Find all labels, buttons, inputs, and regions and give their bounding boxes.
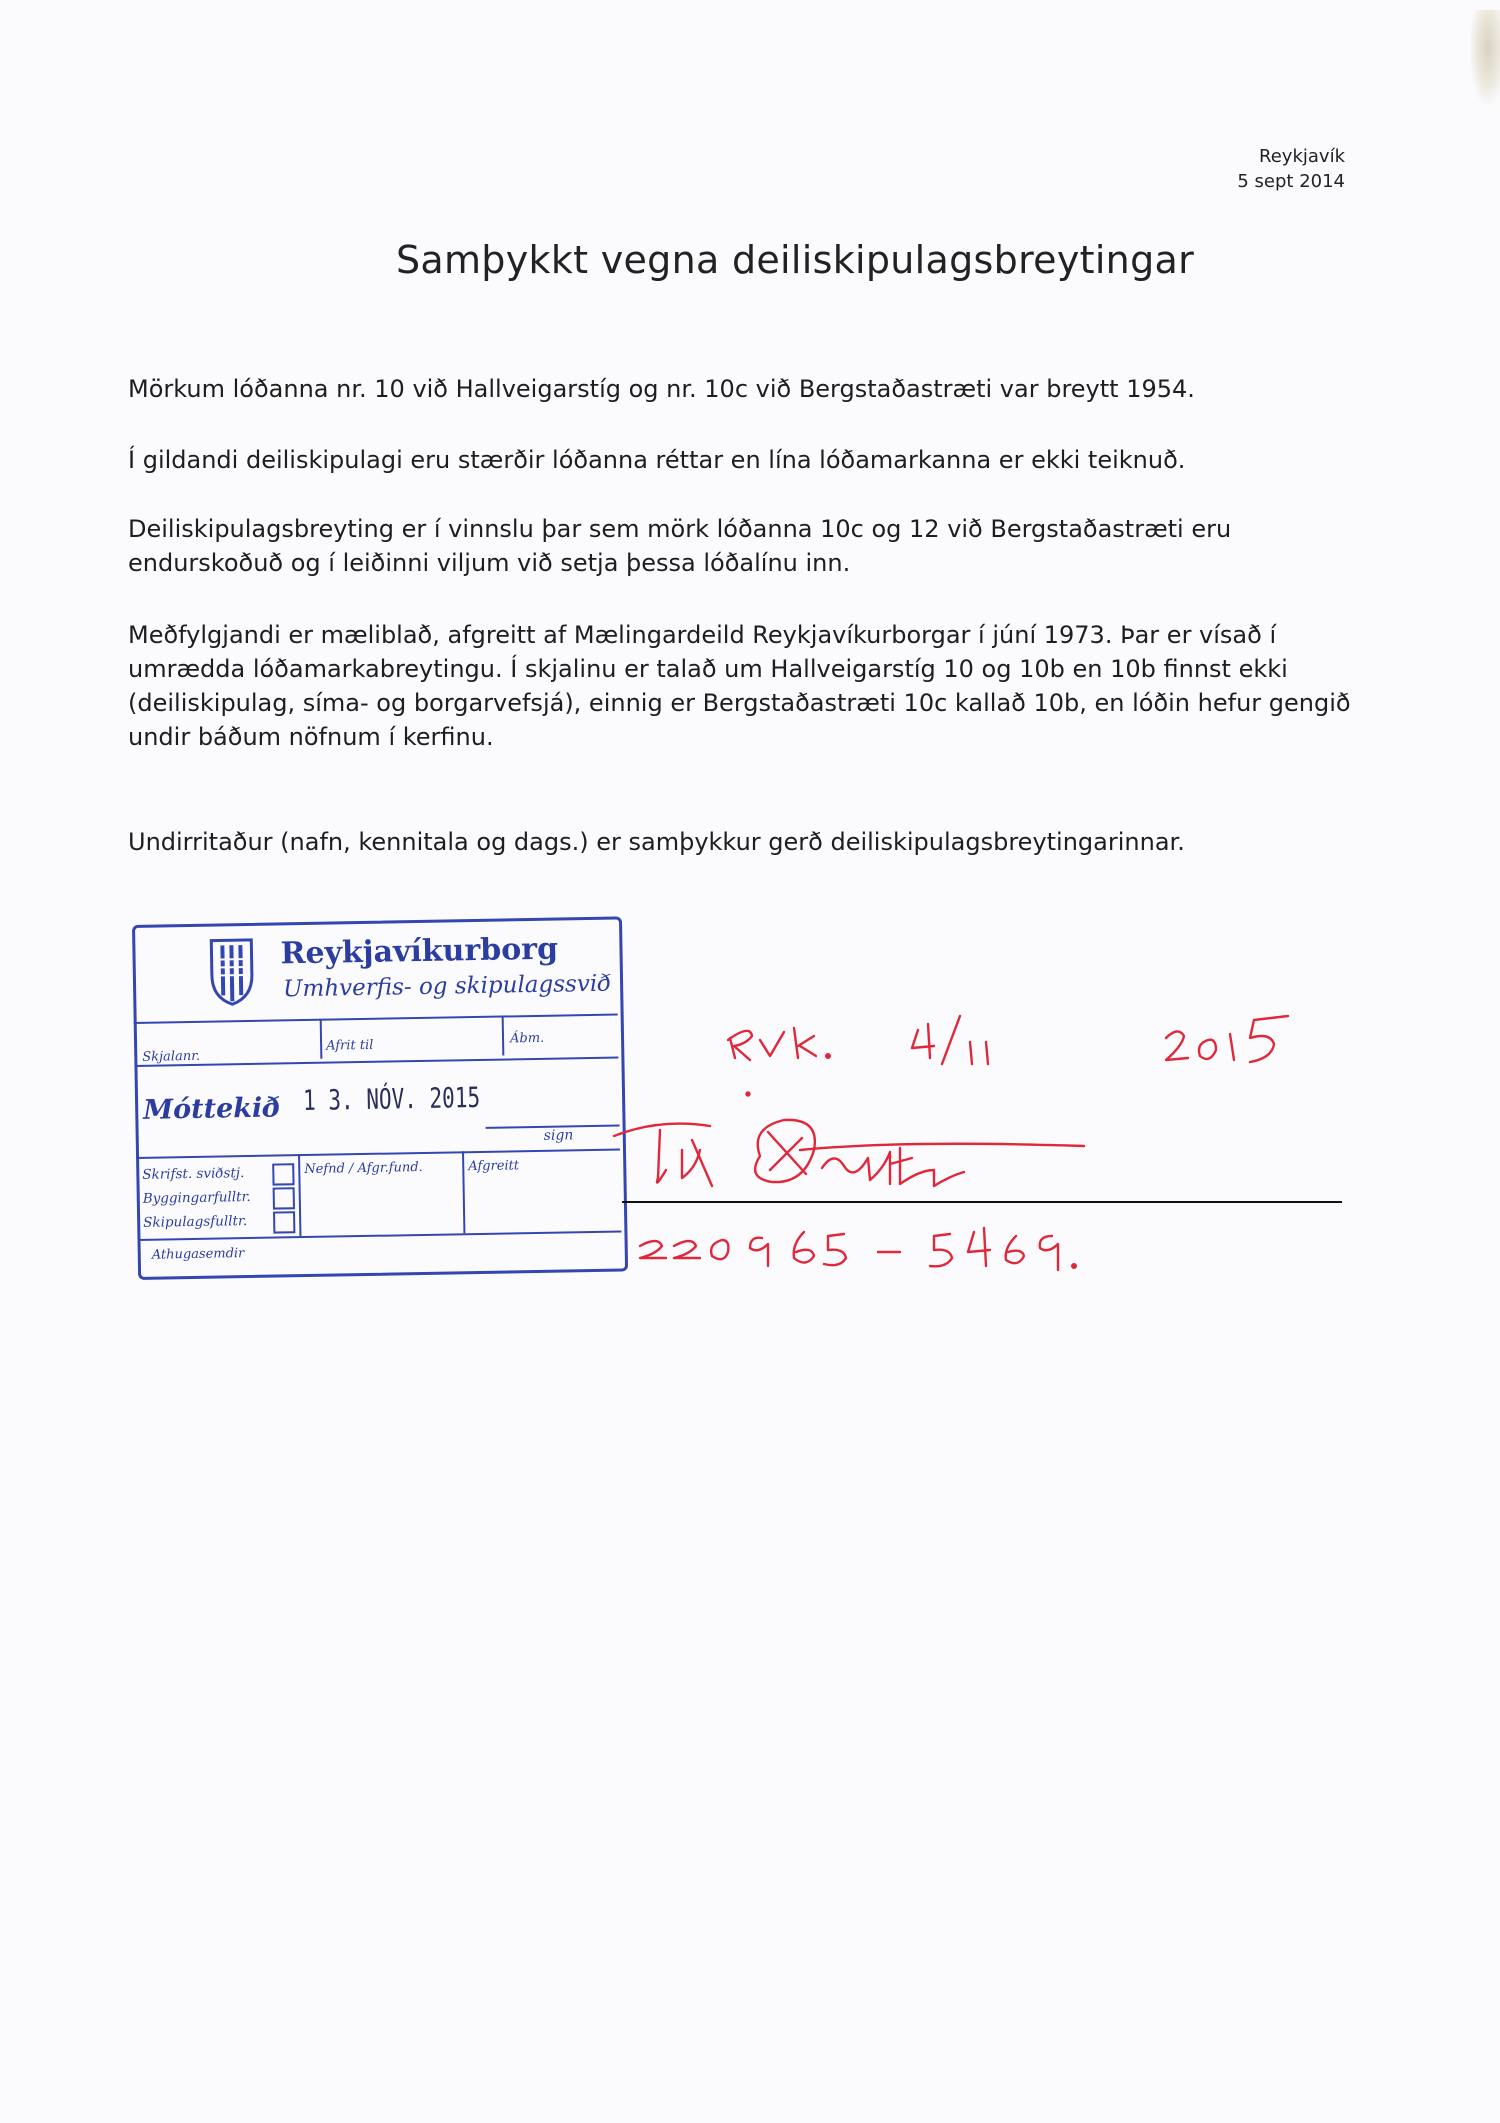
- paragraph-2: Í gildandi deiliskipulagi eru stærðir lóðanna réttar en lína lóðamarkanna er ekki teiknuð.: [128, 446, 1186, 474]
- stamp-checkbox-label: Byggingarfulltr.: [142, 1188, 251, 1207]
- paragraph-3: Deiliskipulagsbreyting er í vinnslu þar sem mörk lóðanna 10c og 12 við Bergstaðastræti eru endurskoðuð og í leiðinni viljum við setja þessa lóðalínu inn.: [128, 515, 1232, 577]
- handwritten-signature-block: [600, 1000, 1360, 1300]
- stamp-department: Umhverfis- og skipulagssvið: [282, 970, 612, 1003]
- stamp-checkbox: [272, 1163, 294, 1185]
- stamp-received-date: 1 3. NÓV. 2015: [302, 1080, 481, 1118]
- paragraph-5: Undirritaður (nafn, kennitala og dags.) er samþykkur gerð deiliskipulagsbreytingarinnar.: [128, 828, 1185, 856]
- coat-of-arms-icon: [208, 937, 255, 1008]
- place-date: [1237, 144, 1345, 194]
- stamp-checkbox: [273, 1187, 295, 1209]
- place: Reykjavík: [1259, 146, 1345, 167]
- paragraph-4: Meðfylgjandi er mæliblað, afgreitt af Mælingardeild Reykjavíkurborgar í júní 1973. Þar er vísað í umrædda lóðamarkabreytingu. Í skjalinu er talað um Hallveigarstíg 10 og 10b en 10b finnst ekki (deiliskipulag, síma- og borgarvefsjá), einnig er Bergstaðastræti 10c kallað 10b, en lóðin hefur gengið undir báðum nöfnum í kerfinu.: [128, 621, 1351, 751]
- document-title: Samþykkt vegna deiliskipulagsbreytingar: [395, 238, 1194, 282]
- stamp-checkbox-label: Skrifst. sviðstj.: [142, 1165, 245, 1183]
- stamp-checkbox-label: Skipulagsfulltr.: [143, 1213, 248, 1231]
- stamp-field-processed: Afgreitt: [468, 1158, 520, 1175]
- paper-stain: [1470, 10, 1500, 105]
- stamp-checkbox: [273, 1211, 295, 1233]
- received-stamp: [132, 916, 628, 1279]
- stamp-field-ref: Skjalanr.: [142, 1048, 201, 1065]
- stamp-field-notes: Athugasemdir: [151, 1246, 245, 1263]
- stamp-field-resp: Ábm.: [509, 1030, 545, 1047]
- stamp-field-copy: Afrit til: [326, 1037, 374, 1054]
- paragraph-1: Mörkum lóðanna nr. 10 við Hallveigarstíg og nr. 10c við Bergstaðastræti var breytt 1954.: [128, 375, 1195, 403]
- stamp-field-committee: Nefnd / Afgr.fund.: [304, 1159, 423, 1178]
- stamp-received-label: Móttekið: [142, 1092, 281, 1126]
- date: 5 sept 2014: [1237, 171, 1345, 192]
- stamp-organization: Reykjavíkurborg: [280, 931, 559, 972]
- stamp-sign-label: sign: [543, 1127, 574, 1144]
- signature-line: [622, 1201, 1342, 1203]
